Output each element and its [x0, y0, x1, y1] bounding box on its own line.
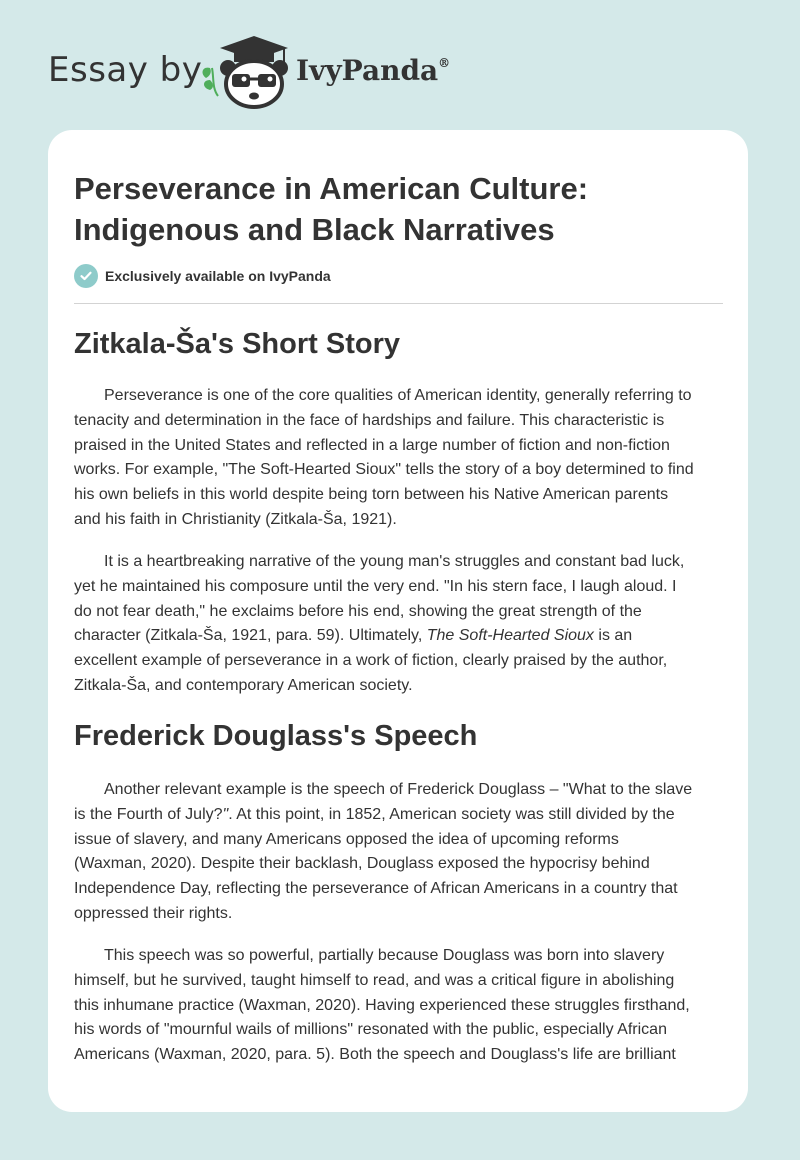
paragraph: Another relevant example is the speech of Frederick Douglass – "What to the slave is the Fourth of July?". At this point, in 1852, American society was still divided by the issue of slavery, and many Americans opposed the idea of upcoming reforms (Waxman, 2020). Despite their backlash, Douglass exposed the hypocrisy behind Independence Day, reflecting the perseverance of African Americans in a country that oppressed their rights. [74, 781, 693, 922]
paragraph: It is a heartbreaking narrative of the young man's struggles and constant bad luck, yet he maintained his composure until the very end. "In his stern face, I laugh aloud. I do not fear death," he exclaims before his end, showing the great strength of the character (Zitkala-Ša, 1921, para. 59). Ultimately, The Soft-Hearted Sioux is an excellent example of perseverance in a work of fiction, clearly praised by the author, Zitkala-Ša, and contemporary American society. [74, 553, 685, 694]
paragraph: This speech was so powerful, partially because Douglass was born into slavery himself, but he survived, taught himself to read, and was a critical figure in abolishing this inhumane practice (Waxman, 2020). Having experienced these struggles firsthand, his words of "mournful wails of millions" resonated with the public, especially African Americans (Waxman, 2020, para. 5). Both the speech and Douglass's life are brilliant [74, 947, 690, 1064]
page-title: Perseverance in American Culture: Indigenous and Black Narratives [74, 171, 589, 247]
paragraph: Perseverance is one of the core qualities of American identity, generally referring to tenacity and determination in the face of hardships and failure. This characteristic is praised in the United States and reflected in a large number of fiction and non-fiction works. For example, "The Soft-Hearted Sioux" tells the story of a boy determined to find his own beliefs in this world despite being torn between his Native American parents and his faith in Christianity (Zitkala-Ša, 1921). [74, 387, 694, 528]
badge-text: Exclusively available on IvyPanda [105, 268, 331, 284]
section-heading-frederick-douglass: Frederick Douglass's Speech [74, 720, 478, 752]
ivypanda-logo-icon[interactable] [198, 34, 294, 110]
divider [74, 303, 723, 304]
brand-name[interactable]: IvyPanda® [296, 54, 451, 87]
essay-by-label: Essay by [48, 50, 203, 90]
story-title: The Soft-Hearted Sioux [426, 627, 594, 645]
section-heading-zitkala-sa: Zitkala-Ša's Short Story [74, 328, 400, 360]
site-header [0, 0, 800, 130]
exclusive-badge [74, 263, 331, 289]
registered-mark: ® [438, 56, 451, 70]
check-icon [74, 264, 98, 288]
essay-card [48, 130, 748, 1112]
